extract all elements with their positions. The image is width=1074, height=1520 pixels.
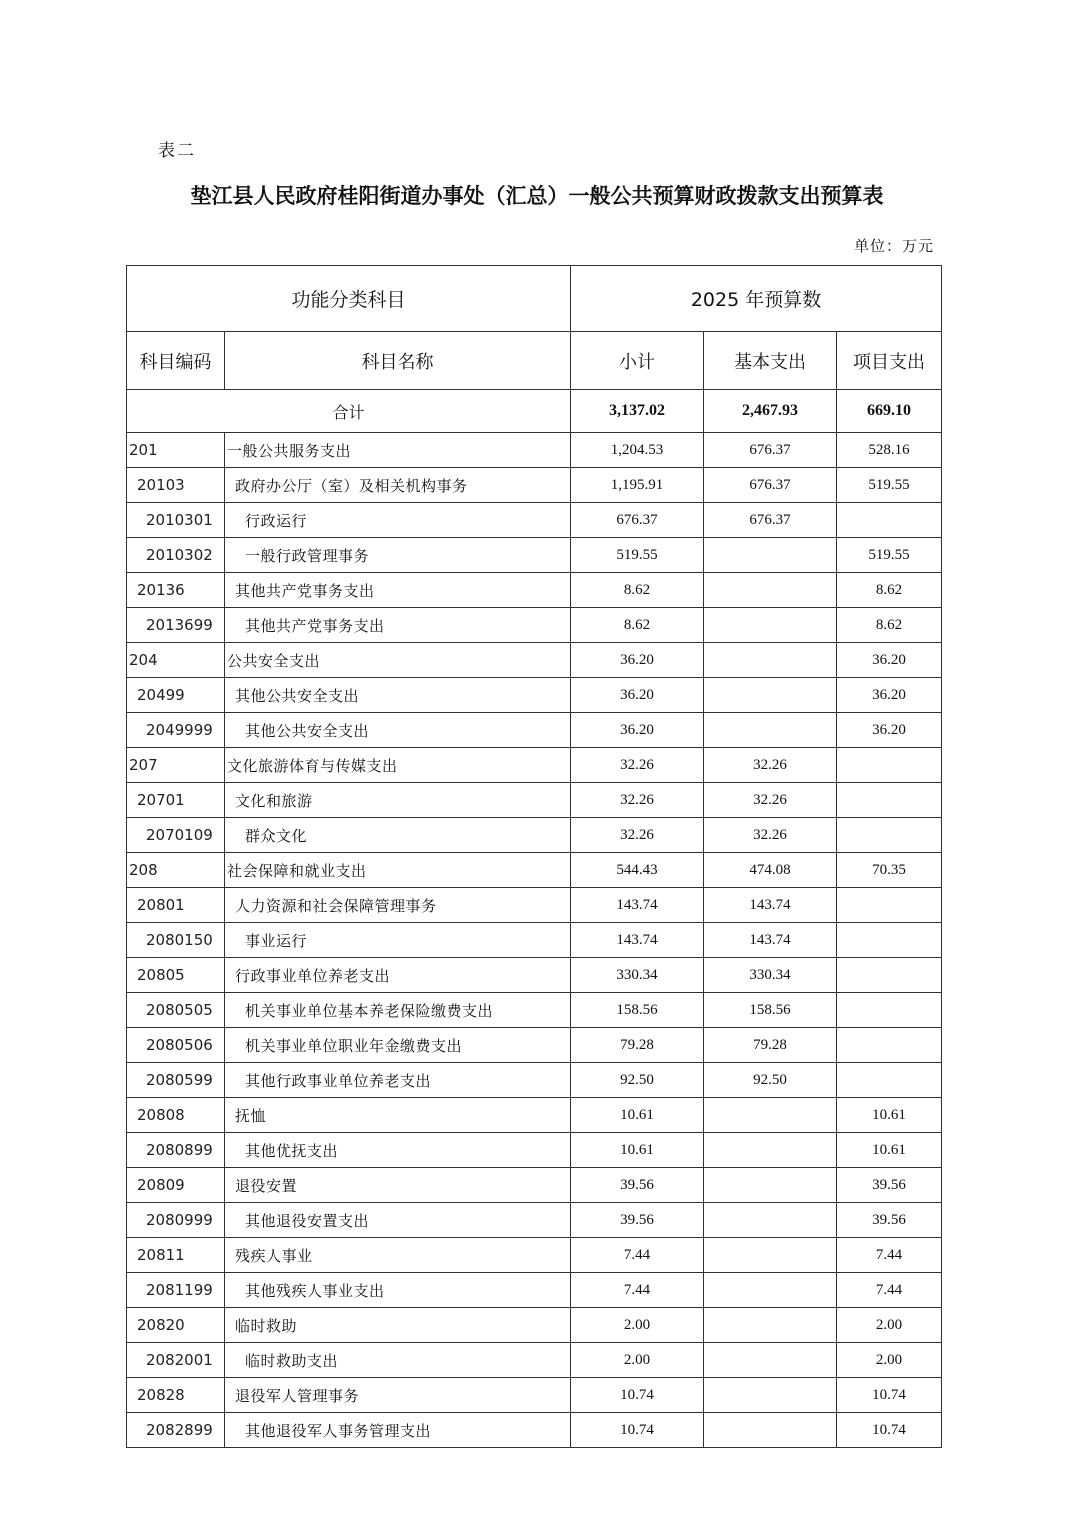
total-subtotal: 3,137.02 bbox=[571, 390, 704, 433]
budget-table bbox=[126, 265, 942, 1448]
row-code: 20809 bbox=[127, 1168, 225, 1203]
row-subtotal: 36.20 bbox=[571, 643, 704, 678]
table-row bbox=[127, 958, 942, 993]
row-basic bbox=[704, 643, 837, 678]
row-basic bbox=[704, 1273, 837, 1308]
table-row bbox=[127, 888, 942, 923]
row-basic bbox=[704, 678, 837, 713]
row-name: 临时救助 bbox=[225, 1308, 571, 1343]
header-basic: 基本支出 bbox=[704, 332, 837, 390]
header-func-category: 功能分类科目 bbox=[127, 266, 571, 332]
row-project bbox=[837, 1028, 942, 1063]
row-project bbox=[837, 783, 942, 818]
table-row bbox=[127, 1168, 942, 1203]
row-project: 10.74 bbox=[837, 1413, 942, 1448]
header-row-top bbox=[127, 266, 942, 332]
row-basic: 330.34 bbox=[704, 958, 837, 993]
row-code: 20805 bbox=[127, 958, 225, 993]
table-row bbox=[127, 1098, 942, 1133]
row-subtotal: 32.26 bbox=[571, 748, 704, 783]
row-project: 2.00 bbox=[837, 1308, 942, 1343]
row-project: 70.35 bbox=[837, 853, 942, 888]
row-basic bbox=[704, 1378, 837, 1413]
row-name: 抚恤 bbox=[225, 1098, 571, 1133]
row-code: 207 bbox=[127, 748, 225, 783]
header-code: 科目编码 bbox=[127, 332, 225, 390]
table-row bbox=[127, 1063, 942, 1098]
row-basic: 32.26 bbox=[704, 748, 837, 783]
table-row bbox=[127, 538, 942, 573]
row-subtotal: 39.56 bbox=[571, 1203, 704, 1238]
row-code: 20828 bbox=[127, 1378, 225, 1413]
header-project: 项目支出 bbox=[837, 332, 942, 390]
row-code: 2010302 bbox=[127, 538, 225, 573]
table-row bbox=[127, 1378, 942, 1413]
row-name: 一般行政管理事务 bbox=[225, 538, 571, 573]
row-subtotal: 92.50 bbox=[571, 1063, 704, 1098]
row-subtotal: 544.43 bbox=[571, 853, 704, 888]
table-row bbox=[127, 783, 942, 818]
table-row bbox=[127, 1028, 942, 1063]
row-code: 20136 bbox=[127, 573, 225, 608]
row-basic bbox=[704, 573, 837, 608]
row-subtotal: 10.74 bbox=[571, 1413, 704, 1448]
row-project: 10.61 bbox=[837, 1133, 942, 1168]
row-name: 机关事业单位基本养老保险缴费支出 bbox=[225, 993, 571, 1028]
table-body bbox=[127, 433, 942, 1448]
row-subtotal: 32.26 bbox=[571, 783, 704, 818]
row-name: 群众文化 bbox=[225, 818, 571, 853]
row-code: 20801 bbox=[127, 888, 225, 923]
row-code: 20808 bbox=[127, 1098, 225, 1133]
row-code: 2080999 bbox=[127, 1203, 225, 1238]
row-name: 社会保障和就业支出 bbox=[225, 853, 571, 888]
row-code: 2080150 bbox=[127, 923, 225, 958]
table-row bbox=[127, 818, 942, 853]
row-project bbox=[837, 748, 942, 783]
table-row bbox=[127, 748, 942, 783]
row-basic bbox=[704, 608, 837, 643]
row-name: 机关事业单位职业年金缴费支出 bbox=[225, 1028, 571, 1063]
table-row bbox=[127, 1203, 942, 1238]
row-basic: 92.50 bbox=[704, 1063, 837, 1098]
row-code: 20701 bbox=[127, 783, 225, 818]
row-basic bbox=[704, 1098, 837, 1133]
row-name: 其他共产党事务支出 bbox=[225, 608, 571, 643]
header-budget-year: 2025 年预算数 bbox=[571, 266, 942, 332]
row-name: 一般公共服务支出 bbox=[225, 433, 571, 468]
row-basic bbox=[704, 538, 837, 573]
row-basic: 79.28 bbox=[704, 1028, 837, 1063]
row-basic: 474.08 bbox=[704, 853, 837, 888]
row-name: 人力资源和社会保障管理事务 bbox=[225, 888, 571, 923]
row-subtotal: 36.20 bbox=[571, 678, 704, 713]
total-project: 669.10 bbox=[837, 390, 942, 433]
table-row bbox=[127, 1413, 942, 1448]
row-subtotal: 8.62 bbox=[571, 573, 704, 608]
row-project bbox=[837, 503, 942, 538]
row-basic: 676.37 bbox=[704, 433, 837, 468]
row-subtotal: 32.26 bbox=[571, 818, 704, 853]
row-project: 519.55 bbox=[837, 538, 942, 573]
row-code: 208 bbox=[127, 853, 225, 888]
row-name: 文化旅游体育与传媒支出 bbox=[225, 748, 571, 783]
row-project: 39.56 bbox=[837, 1168, 942, 1203]
row-subtotal: 1,195.91 bbox=[571, 468, 704, 503]
row-basic bbox=[704, 1413, 837, 1448]
row-subtotal: 10.61 bbox=[571, 1098, 704, 1133]
page-title: 垫江县人民政府桂阳街道办事处（汇总）一般公共预算财政拨款支出预算表 bbox=[190, 183, 884, 208]
row-code: 2080506 bbox=[127, 1028, 225, 1063]
row-project bbox=[837, 1063, 942, 1098]
row-basic bbox=[704, 1308, 837, 1343]
row-basic: 143.74 bbox=[704, 888, 837, 923]
row-name: 其他优抚支出 bbox=[225, 1133, 571, 1168]
table-row bbox=[127, 573, 942, 608]
row-name: 其他退役军人事务管理支出 bbox=[225, 1413, 571, 1448]
table-row bbox=[127, 503, 942, 538]
row-name: 公共安全支出 bbox=[225, 643, 571, 678]
row-code: 2070109 bbox=[127, 818, 225, 853]
row-code: 2013699 bbox=[127, 608, 225, 643]
table-row bbox=[127, 923, 942, 958]
row-project bbox=[837, 923, 942, 958]
row-subtotal: 676.37 bbox=[571, 503, 704, 538]
row-project: 7.44 bbox=[837, 1238, 942, 1273]
table-row bbox=[127, 713, 942, 748]
row-project bbox=[837, 888, 942, 923]
header-subtotal: 小计 bbox=[571, 332, 704, 390]
row-code: 20499 bbox=[127, 678, 225, 713]
row-basic: 158.56 bbox=[704, 993, 837, 1028]
row-code: 2080505 bbox=[127, 993, 225, 1028]
row-name: 事业运行 bbox=[225, 923, 571, 958]
table-row bbox=[127, 1343, 942, 1378]
row-subtotal: 1,204.53 bbox=[571, 433, 704, 468]
row-basic bbox=[704, 1343, 837, 1378]
doc-label: 表二 bbox=[158, 141, 196, 161]
row-code: 20820 bbox=[127, 1308, 225, 1343]
unit-label: 单位：万元 bbox=[853, 237, 934, 255]
row-subtotal: 79.28 bbox=[571, 1028, 704, 1063]
row-subtotal: 519.55 bbox=[571, 538, 704, 573]
row-code: 2081199 bbox=[127, 1273, 225, 1308]
row-basic: 143.74 bbox=[704, 923, 837, 958]
row-subtotal: 7.44 bbox=[571, 1238, 704, 1273]
header-name: 科目名称 bbox=[225, 332, 571, 390]
row-project: 519.55 bbox=[837, 468, 942, 503]
header-row-sub bbox=[127, 332, 942, 390]
row-project: 528.16 bbox=[837, 433, 942, 468]
row-basic: 676.37 bbox=[704, 503, 837, 538]
row-project: 8.62 bbox=[837, 573, 942, 608]
row-basic: 676.37 bbox=[704, 468, 837, 503]
row-name: 其他公共安全支出 bbox=[225, 713, 571, 748]
table-row bbox=[127, 853, 942, 888]
row-name: 行政运行 bbox=[225, 503, 571, 538]
row-subtotal: 2.00 bbox=[571, 1308, 704, 1343]
row-project: 2.00 bbox=[837, 1343, 942, 1378]
row-project: 10.61 bbox=[837, 1098, 942, 1133]
row-name: 其他残疾人事业支出 bbox=[225, 1273, 571, 1308]
row-subtotal: 8.62 bbox=[571, 608, 704, 643]
row-name: 政府办公厅（室）及相关机构事务 bbox=[225, 468, 571, 503]
table-row bbox=[127, 678, 942, 713]
row-name: 其他退役安置支出 bbox=[225, 1203, 571, 1238]
row-project: 36.20 bbox=[837, 643, 942, 678]
row-subtotal: 143.74 bbox=[571, 888, 704, 923]
row-code: 2082899 bbox=[127, 1413, 225, 1448]
row-project bbox=[837, 818, 942, 853]
row-name: 退役安置 bbox=[225, 1168, 571, 1203]
row-code: 2010301 bbox=[127, 503, 225, 538]
row-basic: 32.26 bbox=[704, 818, 837, 853]
row-name: 退役军人管理事务 bbox=[225, 1378, 571, 1413]
table-row bbox=[127, 433, 942, 468]
row-basic: 32.26 bbox=[704, 783, 837, 818]
row-code: 2080599 bbox=[127, 1063, 225, 1098]
row-code: 20811 bbox=[127, 1238, 225, 1273]
table-row bbox=[127, 993, 942, 1028]
row-project: 7.44 bbox=[837, 1273, 942, 1308]
row-project: 10.74 bbox=[837, 1378, 942, 1413]
row-subtotal: 7.44 bbox=[571, 1273, 704, 1308]
row-project bbox=[837, 958, 942, 993]
row-project: 36.20 bbox=[837, 713, 942, 748]
row-name: 行政事业单位养老支出 bbox=[225, 958, 571, 993]
row-subtotal: 330.34 bbox=[571, 958, 704, 993]
table-row bbox=[127, 1273, 942, 1308]
row-code: 20103 bbox=[127, 468, 225, 503]
row-project: 8.62 bbox=[837, 608, 942, 643]
row-code: 204 bbox=[127, 643, 225, 678]
row-subtotal: 10.74 bbox=[571, 1378, 704, 1413]
row-subtotal: 36.20 bbox=[571, 713, 704, 748]
row-basic bbox=[704, 713, 837, 748]
table-row bbox=[127, 468, 942, 503]
row-name: 文化和旅游 bbox=[225, 783, 571, 818]
row-code: 201 bbox=[127, 433, 225, 468]
row-basic bbox=[704, 1238, 837, 1273]
row-basic bbox=[704, 1203, 837, 1238]
total-basic: 2,467.93 bbox=[704, 390, 837, 433]
table-row bbox=[127, 608, 942, 643]
row-name: 临时救助支出 bbox=[225, 1343, 571, 1378]
total-label: 合计 bbox=[127, 390, 571, 433]
table-row bbox=[127, 1238, 942, 1273]
row-project: 36.20 bbox=[837, 678, 942, 713]
row-basic bbox=[704, 1168, 837, 1203]
row-basic bbox=[704, 1133, 837, 1168]
row-project: 39.56 bbox=[837, 1203, 942, 1238]
row-name: 其他共产党事务支出 bbox=[225, 573, 571, 608]
row-project bbox=[837, 993, 942, 1028]
row-subtotal: 10.61 bbox=[571, 1133, 704, 1168]
total-row bbox=[127, 390, 942, 433]
row-subtotal: 158.56 bbox=[571, 993, 704, 1028]
row-code: 2049999 bbox=[127, 713, 225, 748]
table-row bbox=[127, 1133, 942, 1168]
row-subtotal: 2.00 bbox=[571, 1343, 704, 1378]
row-name: 其他行政事业单位养老支出 bbox=[225, 1063, 571, 1098]
row-name: 残疾人事业 bbox=[225, 1238, 571, 1273]
row-code: 2082001 bbox=[127, 1343, 225, 1378]
table-row bbox=[127, 643, 942, 678]
table-row bbox=[127, 1308, 942, 1343]
row-subtotal: 143.74 bbox=[571, 923, 704, 958]
row-name: 其他公共安全支出 bbox=[225, 678, 571, 713]
row-subtotal: 39.56 bbox=[571, 1168, 704, 1203]
row-code: 2080899 bbox=[127, 1133, 225, 1168]
